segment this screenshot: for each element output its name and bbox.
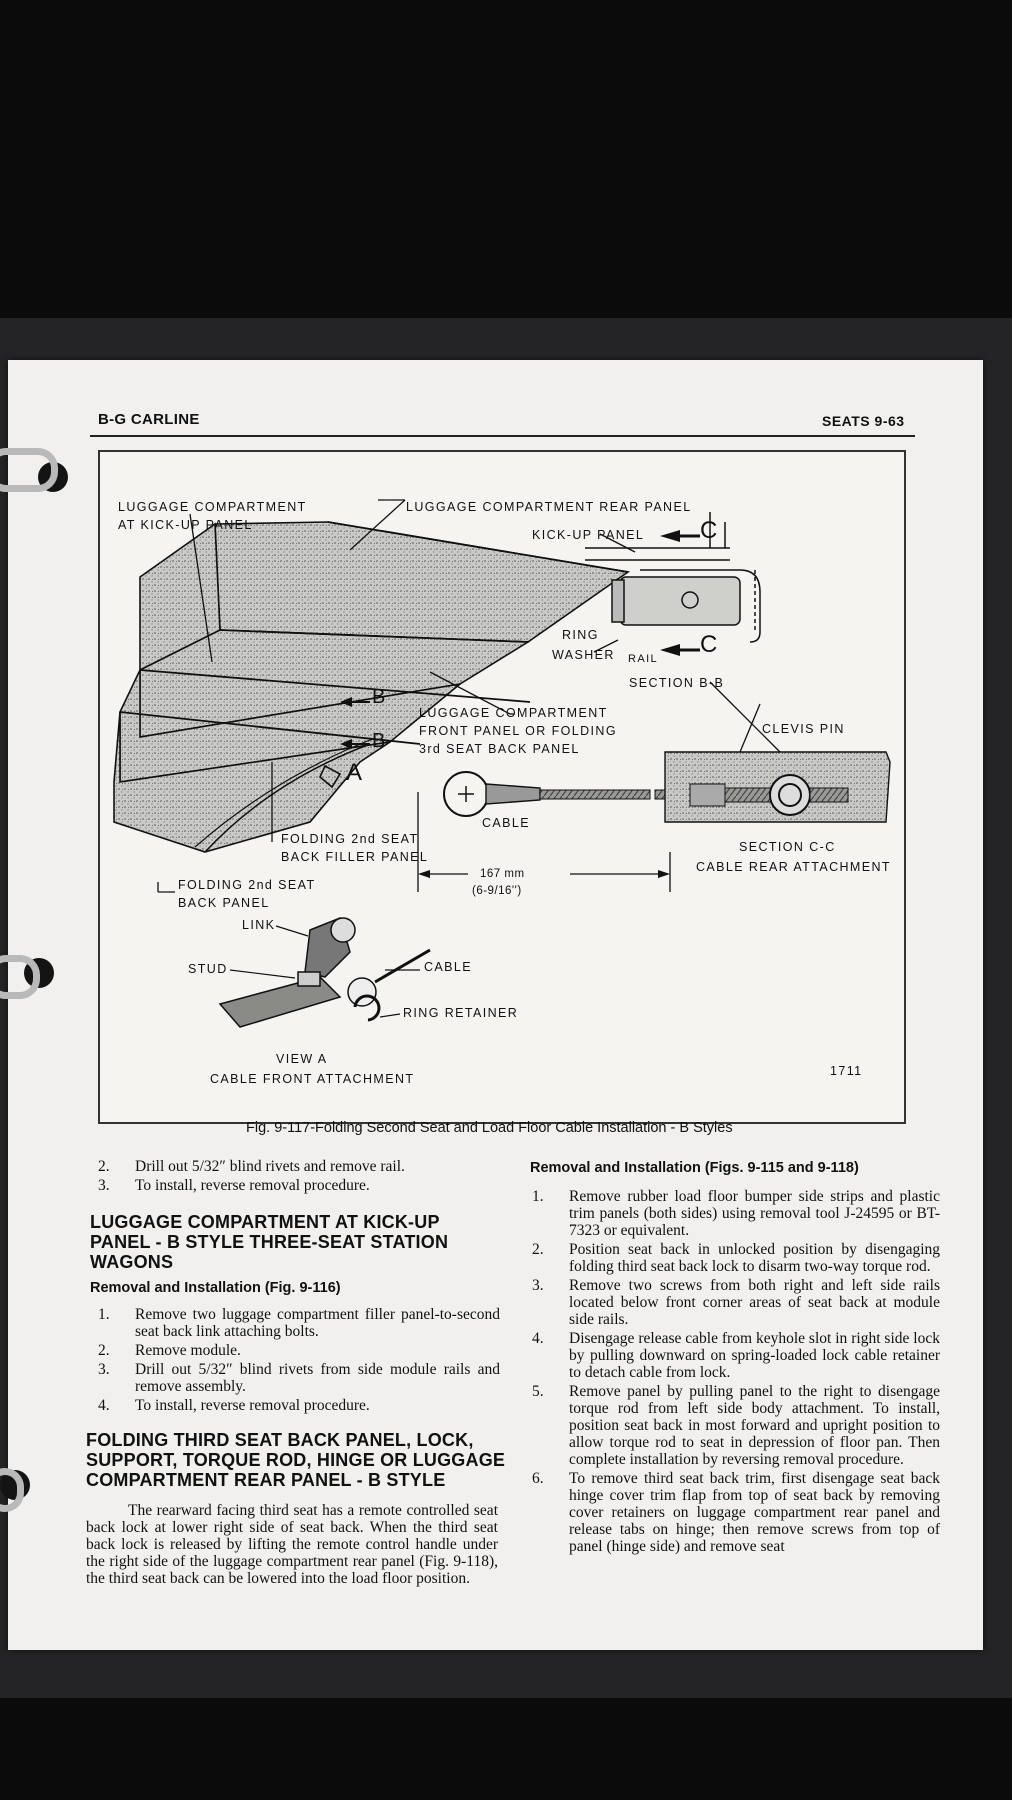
label-section-cc: SECTION C-C	[739, 840, 836, 854]
list-item: 6. To remove third seat back trim, first disengage seat back hinge cover trim flap from top of seat back by removing cover retainers on luggage compartment rear panel and release tabs on hinge; then remove screws from top of panel (hinge side) and remove seat	[532, 1470, 940, 1555]
section-heading-third-seat: FOLDING THIRD SEAT BACK PANEL, LOCK, SUPPORT, TORQUE ROD, HINGE OR LUGGAGE COMPARTMENT REAR PANEL - B STYLE	[86, 1430, 506, 1490]
label-dim-mm: 167 mm	[480, 868, 525, 880]
label-view-a: VIEW A	[276, 1052, 328, 1066]
label-c-bottom: C	[700, 631, 718, 658]
list-item: 3. To install, reverse removal procedure.	[98, 1177, 370, 1194]
label-washer: WASHER	[552, 648, 615, 662]
subheading-removal-116: Removal and Installation (Fig. 9-116)	[90, 1280, 341, 1296]
list-item: 1. Remove two luggage compartment filler panel-to-second seat back link attaching bolts.	[98, 1306, 500, 1340]
binder-ring-middle	[0, 955, 40, 999]
label-cable-front: CABLE FRONT ATTACHMENT	[210, 1072, 415, 1086]
label-a: A	[346, 759, 363, 786]
section-heading-kickup: LUGGAGE COMPARTMENT AT KICK-UP PANEL - B STYLE THREE-SEAT STATION WAGONS	[90, 1212, 449, 1272]
label-dim-in: (6-9/16'')	[472, 885, 522, 897]
list-item: 2. Remove module.	[98, 1342, 241, 1359]
figure-frame	[98, 450, 906, 1124]
left-column	[98, 1158, 500, 1196]
list-item: 2. Position seat back in unlocked position by disengaging folding third seat back lock to disarm two-way torque rod.	[532, 1241, 940, 1275]
list-item: 1. Remove rubber load floor bumper side strips and plastic trim panels (both sides) using removal tool J-24595 or BT-7323 or equivalent.	[532, 1188, 940, 1239]
label-lug-kickup: LUGGAGE COMPARTMENT AT KICK-UP PANEL	[118, 500, 307, 532]
label-kickup: KICK-UP PANEL	[532, 528, 645, 542]
page-header-left: B-G CARLINE	[98, 411, 200, 428]
list-item: 4. To install, reverse removal procedure.	[98, 1397, 370, 1414]
label-link: LINK	[242, 918, 276, 932]
cable-drawing	[444, 772, 685, 816]
label-back-panel: FOLDING 2nd SEAT BACK PANEL	[178, 878, 316, 910]
label-c-top: C	[700, 517, 718, 544]
label-rail: RAIL	[628, 653, 659, 665]
list-item: 2. Drill out 5/32″ blind rivets and remove rail.	[98, 1158, 405, 1175]
figure-number: 1711	[830, 1064, 863, 1078]
left-steps	[98, 1306, 500, 1416]
label-clevis: CLEVIS PIN	[762, 722, 845, 736]
label-b-top: B	[372, 686, 386, 708]
label-front-panel: LUGGAGE COMPARTMENT FRONT PANEL OR FOLDING 3rd SEAT BACK PANEL	[419, 706, 617, 756]
list-item: 3. Remove two screws from both right and left side rails located below front corner areas of seat back at module side rails.	[532, 1277, 940, 1328]
section-cc-drawing	[665, 752, 890, 822]
list-item: 5. Remove panel by pulling panel to the right to disengage torque rod from left side body attachment. To install, position seat back in most forward and upright position to allow torque rod to seat in depression of floor pan. Then complete installation by reversing removal procedure.	[532, 1383, 940, 1468]
label-lug-rear: LUGGAGE COMPARTMENT REAR PANEL	[406, 500, 692, 514]
label-section-bb: SECTION B-B	[629, 676, 725, 690]
subheading-removal-115-118: Removal and Installation (Figs. 9-115 and 9-118)	[530, 1160, 859, 1176]
list-item: 3. Drill out 5/32″ blind rivets from side module rails and remove assembly.	[98, 1361, 500, 1395]
page-header-right: SEATS 9-63	[822, 413, 905, 429]
label-b-bottom: B	[372, 730, 386, 752]
label-filler-panel: FOLDING 2nd SEAT BACK FILLER PANEL	[281, 832, 429, 864]
label-cable-rear: CABLE REAR ATTACHMENT	[696, 860, 891, 874]
label-ring: RING	[562, 628, 599, 642]
label-stud: STUD	[188, 962, 228, 976]
dimension-line	[418, 792, 670, 892]
header-rule	[90, 435, 915, 437]
binder-ring-top	[0, 448, 58, 492]
label-ring-retainer: RING RETAINER	[403, 1006, 519, 1020]
intro-paragraph: The rearward facing third seat has a remote controlled seat back lock at lower right side of seat back. When the third seat back lock is released by lifting the remote control handle under the right side of the luggage compartment rear panel (Fig. 9-118), the third seat back can be lowered into the load floor position.	[86, 1502, 498, 1587]
panel-stack-drawing	[114, 522, 628, 852]
label-cable-low: CABLE	[424, 960, 472, 974]
figure-caption: Fig. 9-117-Folding Second Seat and Load Floor Cable Installation - B Styles	[246, 1120, 733, 1136]
right-steps	[532, 1188, 940, 1557]
list-item: 4. Disengage release cable from keyhole slot in right side lock by pulling downward on spring-loaded lock cable retainer to detach cable from lock.	[532, 1330, 940, 1381]
label-cable-mid: CABLE	[482, 816, 530, 830]
